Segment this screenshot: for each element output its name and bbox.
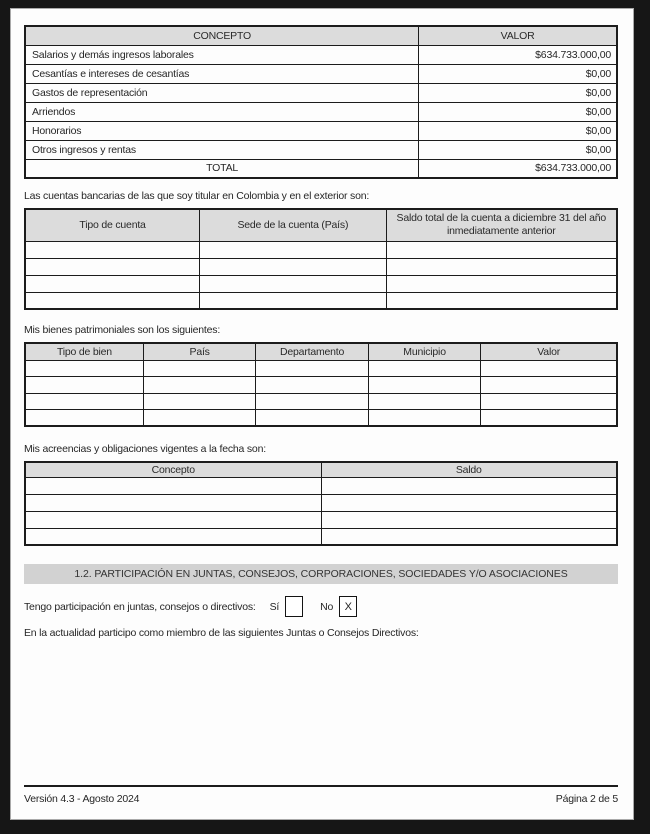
table-row xyxy=(25,121,617,140)
income-concept: Arriendos xyxy=(25,102,419,121)
table-row xyxy=(25,83,617,102)
table-row xyxy=(25,102,617,121)
table-row xyxy=(25,477,617,494)
empty-cell[interactable] xyxy=(256,410,368,427)
checkbox-si[interactable] xyxy=(285,596,303,617)
income-value: $0,00 xyxy=(419,121,617,140)
empty-cell[interactable] xyxy=(200,258,386,275)
empty-cell[interactable] xyxy=(368,377,480,394)
empty-cell[interactable] xyxy=(481,410,617,427)
document-page xyxy=(10,8,634,820)
empty-cell[interactable] xyxy=(143,360,255,377)
table-header-row xyxy=(25,209,617,241)
no-label: No xyxy=(320,600,334,613)
empty-cell[interactable] xyxy=(25,393,143,410)
table-row xyxy=(25,528,617,545)
empty-cell[interactable] xyxy=(143,410,255,427)
empty-cell[interactable] xyxy=(481,377,617,394)
table-row xyxy=(25,64,617,83)
empty-cell[interactable] xyxy=(321,528,617,545)
empty-cell[interactable] xyxy=(25,494,321,511)
page-footer xyxy=(24,785,618,805)
empty-cell[interactable] xyxy=(256,393,368,410)
empty-cell[interactable] xyxy=(386,292,617,309)
empty-cell[interactable] xyxy=(25,511,321,528)
total-row xyxy=(25,159,617,178)
table-row xyxy=(25,377,617,394)
income-table xyxy=(24,25,618,179)
empty-cell[interactable] xyxy=(386,241,617,258)
empty-cell[interactable] xyxy=(25,477,321,494)
empty-cell[interactable] xyxy=(25,241,200,258)
participation-followup: En la actualidad participo como miembro de las siguientes Juntas o Consejos Directivos: xyxy=(24,627,419,639)
empty-cell[interactable] xyxy=(200,292,386,309)
income-value: $0,00 xyxy=(419,140,617,159)
participation-question: Tengo participación en juntas, consejos o directivos: xyxy=(24,600,256,613)
bank-accounts-intro: Las cuentas bancarias de las que soy titular en Colombia y en el exterior son: xyxy=(24,190,370,202)
empty-cell[interactable] xyxy=(386,258,617,275)
debts-intro: Mis acreencias y obligaciones vigentes a la fecha son: xyxy=(24,443,266,455)
total-value: $634.733.000,00 xyxy=(419,159,617,178)
empty-cell[interactable] xyxy=(200,275,386,292)
income-concept: Cesantías e intereses de cesantías xyxy=(25,64,419,83)
empty-cell[interactable] xyxy=(25,258,200,275)
table-row xyxy=(25,241,617,258)
debts-table xyxy=(24,461,618,546)
assets-table xyxy=(24,342,618,427)
participation-question-row xyxy=(24,596,618,617)
assets-header-municipio: Municipio xyxy=(368,343,480,360)
empty-cell[interactable] xyxy=(321,511,617,528)
table-row xyxy=(25,275,617,292)
empty-cell[interactable] xyxy=(143,393,255,410)
table-row xyxy=(25,140,617,159)
assets-header-tipo: Tipo de bien xyxy=(25,343,143,360)
empty-cell[interactable] xyxy=(368,393,480,410)
assets-header-valor: Valor xyxy=(481,343,617,360)
income-value: $634.733.000,00 xyxy=(419,45,617,64)
empty-cell[interactable] xyxy=(481,360,617,377)
yes-label: Sí xyxy=(269,600,280,613)
income-concept: Honorarios xyxy=(25,121,419,140)
empty-cell[interactable] xyxy=(200,241,386,258)
table-row xyxy=(25,393,617,410)
table-row xyxy=(25,410,617,427)
income-concept: Salarios y demás ingresos laborales xyxy=(25,45,419,64)
debts-header-concepto: Concepto xyxy=(25,462,321,477)
table-row xyxy=(25,360,617,377)
checkbox-no[interactable]: X xyxy=(339,596,357,617)
footer-version: Versión 4.3 - Agosto 2024 xyxy=(24,793,140,805)
empty-cell[interactable] xyxy=(25,360,143,377)
table-row xyxy=(25,292,617,309)
assets-intro: Mis bienes patrimoniales son los siguientes: xyxy=(24,324,221,336)
bank-header-sede: Sede de la cuenta (País) xyxy=(200,209,386,241)
empty-cell[interactable] xyxy=(256,360,368,377)
assets-header-departamento: Departamento xyxy=(256,343,368,360)
empty-cell[interactable] xyxy=(321,477,617,494)
empty-cell[interactable] xyxy=(25,377,143,394)
footer-page-number: Página 2 de 5 xyxy=(555,793,618,805)
table-row xyxy=(25,494,617,511)
income-header-concepto: CONCEPTO xyxy=(25,26,419,45)
bank-header-saldo: Saldo total de la cuenta a diciembre 31 del año inmediatamente anterior xyxy=(386,209,617,241)
table-header-row xyxy=(25,26,617,45)
table-header-row xyxy=(25,462,617,477)
empty-cell[interactable] xyxy=(481,393,617,410)
table-row xyxy=(25,511,617,528)
empty-cell[interactable] xyxy=(256,377,368,394)
income-value: $0,00 xyxy=(419,102,617,121)
section-banner: 1.2. PARTICIPACIÓN EN JUNTAS, CONSEJOS, CORPORACIONES, SOCIEDADES Y/O ASOCIACIONES xyxy=(24,564,618,584)
table-row xyxy=(25,258,617,275)
empty-cell[interactable] xyxy=(368,410,480,427)
income-concept: Otros ingresos y rentas xyxy=(25,140,419,159)
empty-cell[interactable] xyxy=(386,275,617,292)
assets-header-pais: País xyxy=(143,343,255,360)
empty-cell[interactable] xyxy=(25,275,200,292)
empty-cell[interactable] xyxy=(368,360,480,377)
table-row xyxy=(25,45,617,64)
debts-header-saldo: Saldo xyxy=(321,462,617,477)
table-header-row xyxy=(25,343,617,360)
bank-accounts-table xyxy=(24,208,618,310)
empty-cell[interactable] xyxy=(25,528,321,545)
income-value: $0,00 xyxy=(419,64,617,83)
empty-cell[interactable] xyxy=(143,377,255,394)
empty-cell[interactable] xyxy=(321,494,617,511)
income-concept: Gastos de representación xyxy=(25,83,419,102)
total-label: TOTAL xyxy=(25,159,419,178)
empty-cell[interactable] xyxy=(25,410,143,427)
income-value: $0,00 xyxy=(419,83,617,102)
income-header-valor: VALOR xyxy=(419,26,617,45)
bank-header-tipo: Tipo de cuenta xyxy=(25,209,200,241)
empty-cell[interactable] xyxy=(25,292,200,309)
